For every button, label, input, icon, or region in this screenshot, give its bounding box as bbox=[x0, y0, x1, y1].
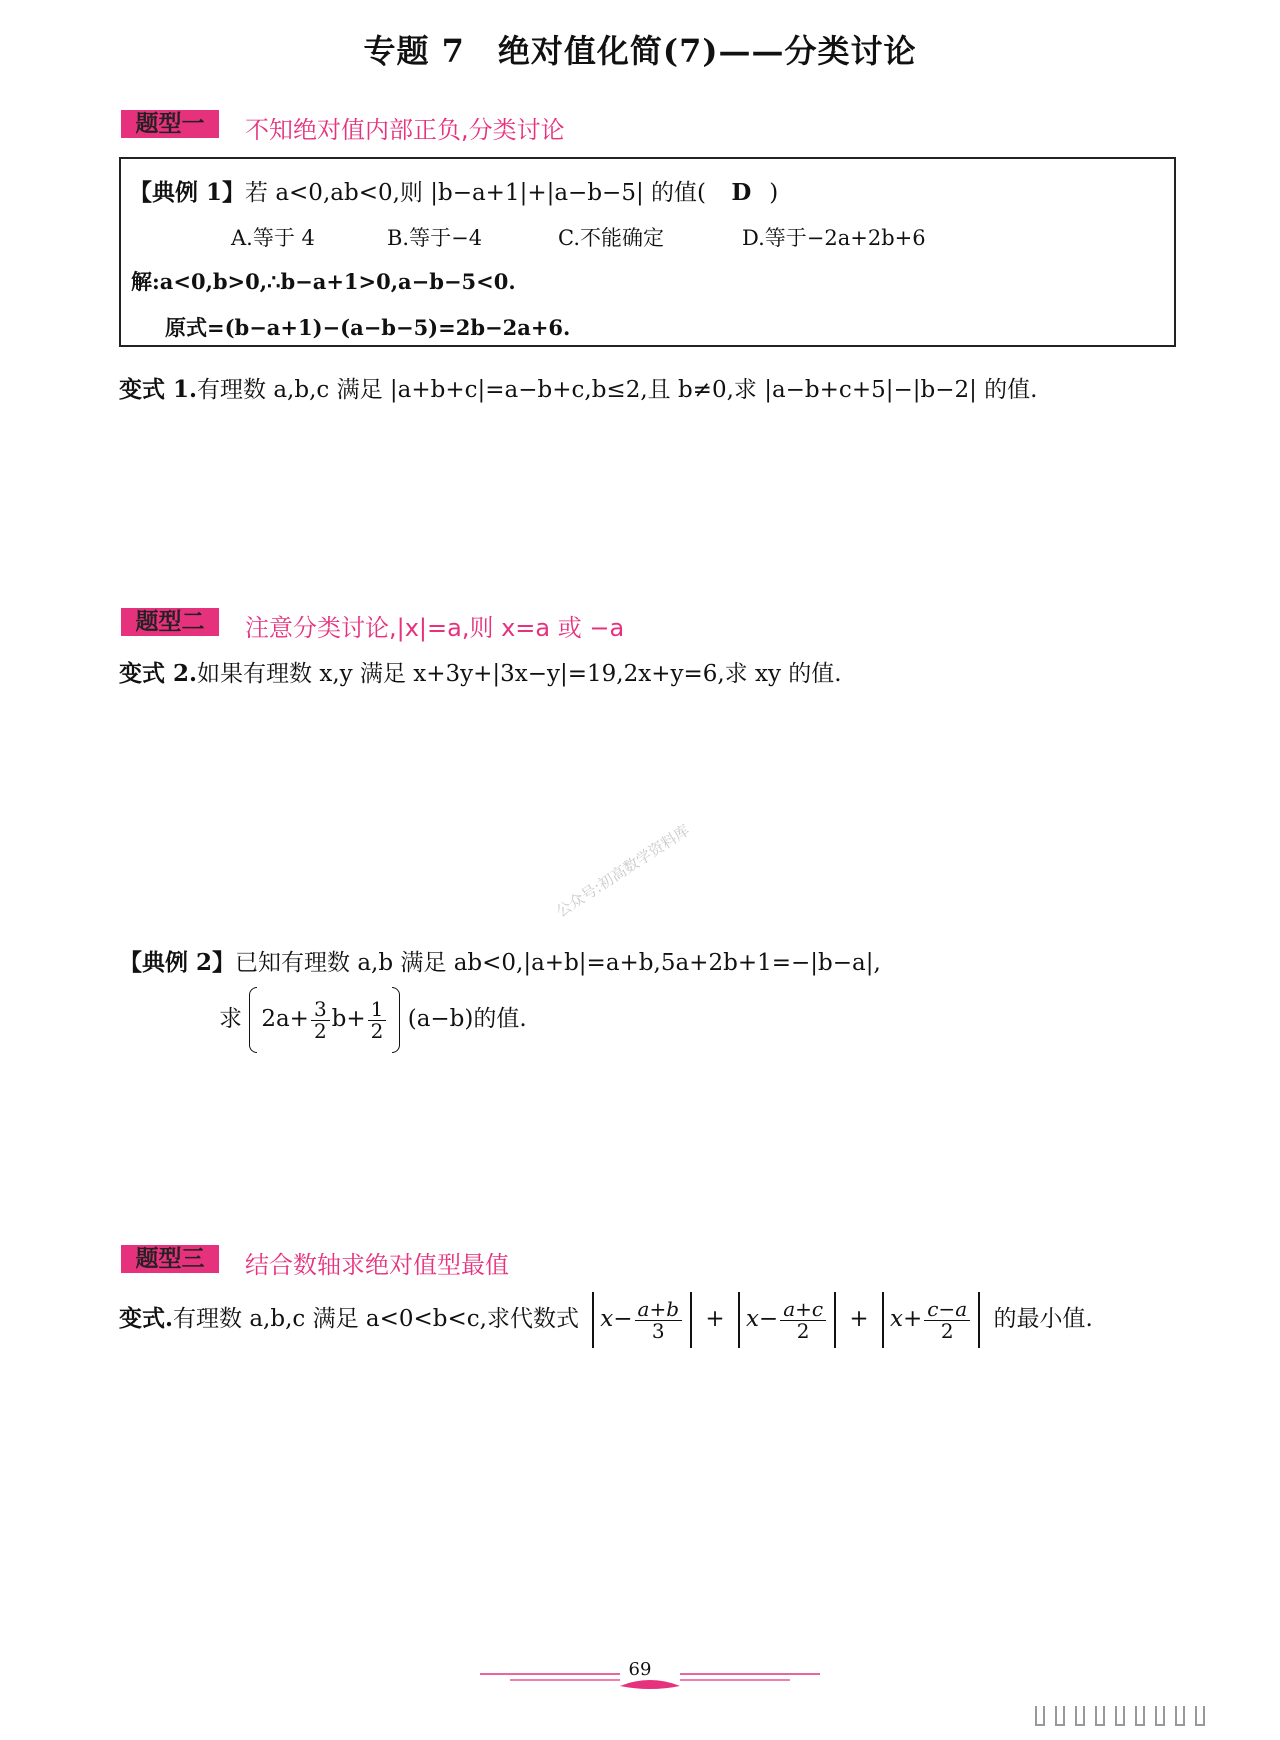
minus-sign: − bbox=[613, 1306, 633, 1332]
var-x: x bbox=[745, 1306, 759, 1332]
var-x: x bbox=[890, 1306, 903, 1332]
example-2-prefix: 求 bbox=[219, 1006, 242, 1032]
variant-1-label: 变式 1. bbox=[119, 376, 198, 403]
scan-mark bbox=[1175, 1706, 1185, 1726]
example-1-solution-2: 原式=(b−a+1)−(a−b−5)=2b−2a+6. bbox=[165, 315, 571, 340]
fraction-numerator: 1 bbox=[368, 999, 387, 1021]
example-1-label: 【典例 1】 bbox=[129, 179, 246, 206]
scan-mark bbox=[1135, 1706, 1145, 1726]
variant-2-text: 如果有理数 x,y 满足 x+3y+|3x−y|=19,2x+y=6,求 xy 的值. bbox=[197, 661, 842, 687]
fraction-c-minus-a bbox=[924, 1296, 970, 1343]
minus-sign: − bbox=[758, 1306, 779, 1332]
option-c: C.不能确定 bbox=[558, 226, 664, 250]
fraction-numerator: c−a bbox=[924, 1299, 970, 1321]
scan-mark bbox=[1075, 1706, 1085, 1726]
section-desc-3: 结合数轴求绝对值型最值 bbox=[245, 1251, 509, 1279]
var-x: x bbox=[600, 1306, 614, 1332]
example-2-suffix: (a−b)的值. bbox=[407, 1006, 527, 1032]
scan-mark bbox=[1155, 1706, 1165, 1726]
plus-sign: + bbox=[705, 1306, 725, 1332]
example-2-text: 已知有理数 a,b 满足 ab<0,|a+b|=a+b,5a+2b+1=−|b−a|, bbox=[235, 950, 881, 976]
variant-2 bbox=[119, 655, 842, 688]
example-1-question-line bbox=[129, 174, 778, 207]
example-2-line-2 bbox=[219, 987, 527, 1053]
variant-3 bbox=[119, 1292, 1093, 1348]
abs-bar bbox=[738, 1292, 740, 1348]
variant-3-suffix: 的最小值. bbox=[993, 1306, 1093, 1332]
abs-bar bbox=[978, 1292, 980, 1348]
example-1-close: ) bbox=[769, 180, 779, 206]
fraction-numerator: a+c bbox=[780, 1299, 826, 1321]
plus-sign: + bbox=[849, 1306, 869, 1332]
scan-mark bbox=[1035, 1706, 1045, 1726]
right-bracket bbox=[392, 987, 400, 1053]
example-2-term-1: 2a+ bbox=[261, 1006, 309, 1032]
abs-bar bbox=[882, 1292, 884, 1348]
option-d: D.等于−2a+2b+6 bbox=[742, 226, 926, 250]
fraction-denominator: 2 bbox=[370, 1018, 384, 1043]
scan-mark bbox=[1195, 1706, 1205, 1726]
variant-3-label: 变式. bbox=[119, 1305, 174, 1332]
example-2-term-2: b+ bbox=[331, 1006, 366, 1032]
fraction-denominator: 2 bbox=[313, 1018, 327, 1043]
section-desc-2: 注意分类讨论,|x|=a,则 x=a 或 −a bbox=[245, 614, 625, 642]
fraction-numerator: 3 bbox=[311, 999, 330, 1021]
fraction-denominator: 2 bbox=[940, 1318, 954, 1343]
variant-1 bbox=[119, 371, 1038, 404]
section-tag-3: 题型三 bbox=[121, 1245, 219, 1273]
ornament-book bbox=[620, 1680, 680, 1689]
section-desc-1: 不知绝对值内部正负,分类讨论 bbox=[245, 116, 565, 144]
example-1-answer: D bbox=[731, 179, 752, 206]
fraction-denominator: 3 bbox=[651, 1318, 665, 1343]
scan-mark bbox=[1095, 1706, 1105, 1726]
variant-1-text: 有理数 a,b,c 满足 |a+b+c|=a−b+c,b≤2,且 b≠0,求 |a−b+c+5|−|b−2| 的值. bbox=[197, 377, 1038, 403]
fraction-denominator: 2 bbox=[796, 1318, 810, 1343]
page-title: 专题 7 绝对值化简(7)——分类讨论 bbox=[363, 32, 917, 70]
example-2-line-1 bbox=[119, 944, 881, 977]
section-tag-1: 题型一 bbox=[121, 110, 219, 138]
option-b: B.等于−4 bbox=[387, 226, 483, 250]
scan-mark bbox=[1115, 1706, 1125, 1726]
section-tag-2: 题型二 bbox=[121, 608, 219, 636]
watermark: 公众号:初高数学资料库 bbox=[552, 821, 693, 921]
example-1-solution-1: 解:a<0,b>0,∴b−a+1>0,a−b−5<0. bbox=[131, 269, 516, 294]
page-number: 69 bbox=[628, 1659, 652, 1680]
variant-2-label: 变式 2. bbox=[119, 660, 198, 687]
variant-3-text: 有理数 a,b,c 满足 a<0<b<c,求代数式 bbox=[173, 1306, 579, 1332]
left-bracket bbox=[249, 987, 257, 1053]
fraction-numerator: a+b bbox=[635, 1299, 682, 1321]
scan-marks bbox=[1035, 1706, 1215, 1730]
option-a: A.等于 4 bbox=[231, 226, 315, 250]
abs-bar bbox=[834, 1292, 836, 1348]
fraction-a-plus-c bbox=[780, 1296, 826, 1343]
example-2-label: 【典例 2】 bbox=[119, 949, 236, 976]
example-1-question: 若 a<0,ab<0,则 |b−a+1|+|a−b−5| 的值( bbox=[245, 180, 706, 206]
plus-sign: + bbox=[902, 1306, 923, 1332]
scan-mark bbox=[1055, 1706, 1065, 1726]
fraction-3-2 bbox=[311, 996, 330, 1043]
fraction-a-plus-b bbox=[635, 1296, 682, 1343]
abs-bar bbox=[592, 1292, 594, 1348]
fraction-1-2 bbox=[368, 996, 387, 1043]
abs-bar bbox=[690, 1292, 692, 1348]
